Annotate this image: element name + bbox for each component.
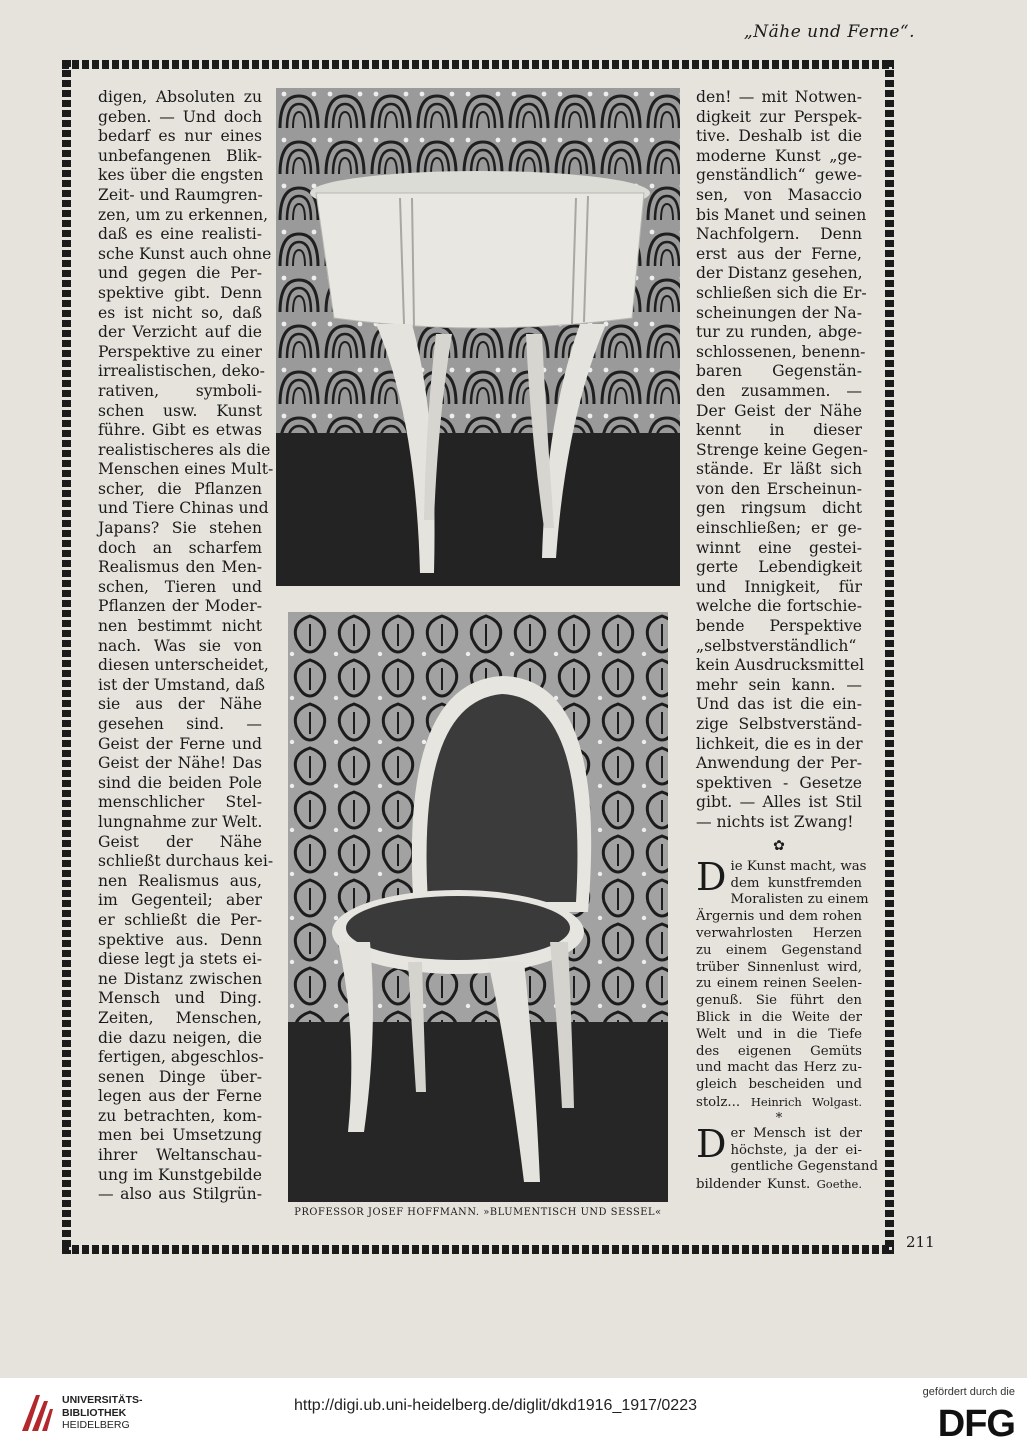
text-line: Realismus den Men- — [98, 558, 262, 577]
viewer-footer — [0, 1378, 1027, 1453]
text-line: Geist der Ferne und — [98, 734, 262, 753]
text-line: — also aus Stilgrün- — [98, 1185, 262, 1204]
text-line: Perspektive zu einer — [98, 342, 262, 361]
text-line: lichkeit, die es in der — [696, 734, 863, 753]
text-line: scher, die Pflanzen — [98, 479, 262, 498]
text-line: und macht das Herz zu- — [696, 1060, 862, 1076]
quote-last-line: bildender Kunst. Goethe. — [696, 1177, 863, 1193]
quote-wolgast — [696, 854, 869, 1112]
text-line: gleich bescheiden und — [696, 1077, 862, 1093]
text-line: digkeit zur Perspek- — [696, 107, 862, 126]
text-line: ung im Kunstgebilde — [98, 1165, 262, 1184]
flower-table-image — [276, 88, 680, 586]
text-line: baren Gegenstän- — [696, 362, 862, 381]
text-line: Der Geist der Nähe — [696, 401, 862, 420]
text-line: gentliche Gegenstand — [730, 1159, 878, 1175]
text-line: er Mensch ist der — [730, 1125, 862, 1141]
text-line: und Innigkeit, für — [696, 577, 862, 596]
right-text-column — [696, 88, 868, 833]
text-line: trüber Sinnenlust wird, — [696, 959, 862, 975]
text-line: genuß. Sie führt den — [696, 993, 862, 1009]
text-line: doch an scharfem — [98, 538, 262, 557]
text-line: kein Ausdrucksmittel — [696, 656, 865, 675]
text-line: sind die beiden Pole — [98, 773, 262, 792]
text-line: von den Erscheinun- — [696, 479, 862, 498]
text-line: einschließen; er ge- — [696, 519, 862, 538]
page-number: 211 — [906, 1233, 935, 1251]
text-line: gen ringsum dicht — [696, 499, 862, 518]
text-line: Geist der Nähe! Das — [98, 754, 262, 773]
text-line: schließt durchaus kei- — [98, 852, 274, 871]
library-logo-icon[interactable] — [18, 1391, 54, 1435]
funding-label: gefördert durch die — [922, 1386, 1015, 1398]
border-left — [62, 60, 71, 1254]
text-line: den zusammen. — — [696, 381, 862, 400]
text-line: Nachfolgern. Denn — [696, 225, 862, 244]
text-line: lungnahme zur Welt. — [98, 812, 263, 831]
text-line: nen bestimmt nicht — [98, 617, 262, 636]
drop-cap: D — [696, 854, 727, 899]
text-line: und gegen die Per- — [98, 264, 262, 283]
text-line: diese legt ja stets ei- — [98, 950, 262, 969]
dfg-logo[interactable]: DFG — [937, 1403, 1015, 1445]
text-line: er schließt die Per- — [98, 910, 262, 929]
text-line: zige Selbstverständ- — [696, 715, 862, 733]
text-line: senen Dinge über- — [98, 1067, 262, 1086]
text-line: Geist der Nähe — [98, 832, 262, 851]
text-line: genständlich“ gewe- — [696, 166, 862, 185]
text-line: gesehen sind. — — [98, 715, 262, 733]
text-line: erst aus der Ferne, — [696, 244, 862, 263]
text-line: daß es eine realisti- — [98, 225, 262, 244]
text-line: sche Kunst auch ohne — [98, 244, 272, 263]
border-top — [62, 60, 894, 69]
text-line: tur zu runden, abge- — [696, 323, 862, 342]
text-line: den! — mit Notwen- — [696, 88, 862, 106]
text-line: Moralisten zu einem — [730, 892, 869, 908]
text-line: schließen sich die Er- — [696, 283, 867, 302]
text-line: fertigen, abgeschlos- — [98, 1048, 264, 1067]
text-line: rativen, symboli- — [98, 381, 262, 400]
text-line: gibt. — Alles ist Stil — [696, 793, 862, 812]
text-line: Zeit- und Raumgren- — [98, 185, 263, 204]
text-line: spektive gibt. Denn — [98, 283, 262, 302]
text-line: die dazu neigen, die — [98, 1028, 262, 1047]
text-line: Strenge keine Gegen- — [696, 440, 868, 459]
text-line: bis Manet und seinen — [696, 205, 867, 224]
quote-goethe — [696, 1121, 878, 1194]
text-line: Zeiten, Menschen, — [98, 1008, 262, 1027]
text-line: nen Realismus aus, — [98, 871, 262, 890]
text-line: unbefangenen Blik- — [98, 146, 262, 165]
text-line: Ärgernis und dem rohen — [696, 909, 862, 925]
border-bottom — [62, 1245, 894, 1254]
text-line: diesen unterscheidet, — [98, 656, 269, 675]
text-line: men bei Umsetzung — [98, 1126, 262, 1145]
text-line: sie aus der Nähe — [98, 695, 262, 714]
text-line: scheinungen der Na- — [696, 303, 862, 322]
divider-star-icon: * — [775, 1110, 783, 1126]
text-line: es ist nicht so, daß — [98, 303, 262, 322]
text-line: ie Kunst macht, was — [730, 858, 867, 874]
text-line: schlossenen, benenn- — [696, 342, 866, 361]
ornament-icon: ✿ — [773, 838, 785, 854]
text-line: gerte Lebendigkeit — [696, 558, 862, 577]
text-line: ne Distanz zwischen — [98, 969, 262, 988]
text-line: Menschen eines Mult- — [98, 460, 274, 479]
text-line: menschlicher Stel- — [98, 793, 262, 812]
text-line: — nichts ist Zwang! — [696, 812, 854, 831]
text-line: Japans? Sie stehen — [98, 519, 262, 538]
text-line: legen aus der Ferne — [98, 1087, 262, 1106]
text-line: kennt in dieser — [696, 421, 862, 440]
text-line: ihrer Weltanschau- — [98, 1146, 262, 1165]
text-line: verwahrlosten Herzen — [696, 925, 862, 941]
text-line: höchste, ja der ei- — [730, 1142, 862, 1158]
text-line: führe. Gibt es etwas — [98, 421, 262, 440]
text-line: schen, Tieren und — [98, 577, 262, 596]
text-line: schen usw. Kunst — [98, 401, 262, 420]
text-line: bedarf es nur eines — [98, 127, 262, 146]
text-line: spektive aus. Denn — [98, 930, 262, 949]
text-line: moderne Kunst „ge- — [696, 146, 862, 165]
text-line: Und das ist die ein- — [696, 695, 862, 714]
figure-caption: PROFESSOR JOSEF HOFFMANN. »BLUMENTISCH UND SESSEL« — [294, 1207, 662, 1218]
text-line: tive. Deshalb ist die — [696, 127, 862, 146]
text-line: digen, Absoluten zu — [98, 88, 262, 106]
text-line: Anwendung der Per- — [696, 754, 862, 773]
text-line: spektiven - Gesetze — [696, 773, 862, 792]
text-line: dem kunstfremden — [730, 875, 862, 891]
text-line: „selbstverständlich“ — [696, 636, 857, 655]
text-line: nach. Was sie von — [98, 636, 262, 655]
quote-author: Goethe. — [816, 1177, 863, 1192]
library-name[interactable]: UNIVERSITÄTS- BIBLIOTHEK HEIDELBERG — [62, 1394, 143, 1431]
text-line: realistischeres als die — [98, 440, 271, 459]
text-line: zu betrachten, kom- — [98, 1106, 262, 1125]
text-line: Mensch und Ding. — [98, 989, 262, 1008]
text-line: kes über die engsten — [98, 166, 264, 185]
quote-last-line: stolz... Heinrich Wolgast. — [696, 1094, 862, 1110]
text-line: welche die fortschie- — [696, 597, 862, 616]
text-line: stände. Er läßt sich — [696, 460, 862, 479]
photo-flower-table — [276, 88, 680, 586]
text-line: und Tiere Chinas und — [98, 499, 269, 518]
text-line: Blick in die Weite der — [696, 1009, 862, 1025]
text-line: der Distanz gesehen, — [696, 264, 863, 283]
text-line: Pflanzen der Moder- — [98, 597, 262, 616]
text-line: zu einem Gegenstand — [696, 942, 862, 958]
text-line: des eigenen Gemüts — [696, 1043, 862, 1059]
quote-author: Heinrich Wolgast. — [750, 1094, 862, 1109]
text-line: irrealistischen, deko- — [98, 362, 265, 381]
text-line: zu einem reinen Seelen- — [696, 976, 862, 992]
text-line: ist der Umstand, daß — [98, 675, 265, 694]
drop-cap: D — [696, 1121, 727, 1166]
text-line: winnt eine gestei- — [696, 538, 862, 557]
permalink-url[interactable]: http://digi.ub.uni-heidelberg.de/diglit/dkd1916_1917/0223 — [294, 1397, 697, 1414]
running-head: „Nähe und Ferne“. — [743, 22, 915, 42]
text-line: zen, um zu erkennen, — [98, 205, 269, 224]
text-line: bende Perspektive — [696, 617, 862, 636]
text-line: der Verzicht auf die — [98, 323, 262, 342]
photo-chair — [288, 612, 668, 1202]
left-text-column — [98, 88, 274, 1205]
text-line: geben. — Und doch — [98, 107, 262, 126]
text-line: Welt und in die Tiefe — [696, 1026, 862, 1042]
text-line: mehr sein kann. — — [696, 675, 862, 694]
border-right — [885, 60, 894, 1254]
text-line: sen, von Masaccio — [696, 185, 862, 204]
quote-block — [696, 838, 878, 1194]
text-line: im Gegenteil; aber — [98, 891, 262, 910]
chair-image — [288, 612, 668, 1202]
